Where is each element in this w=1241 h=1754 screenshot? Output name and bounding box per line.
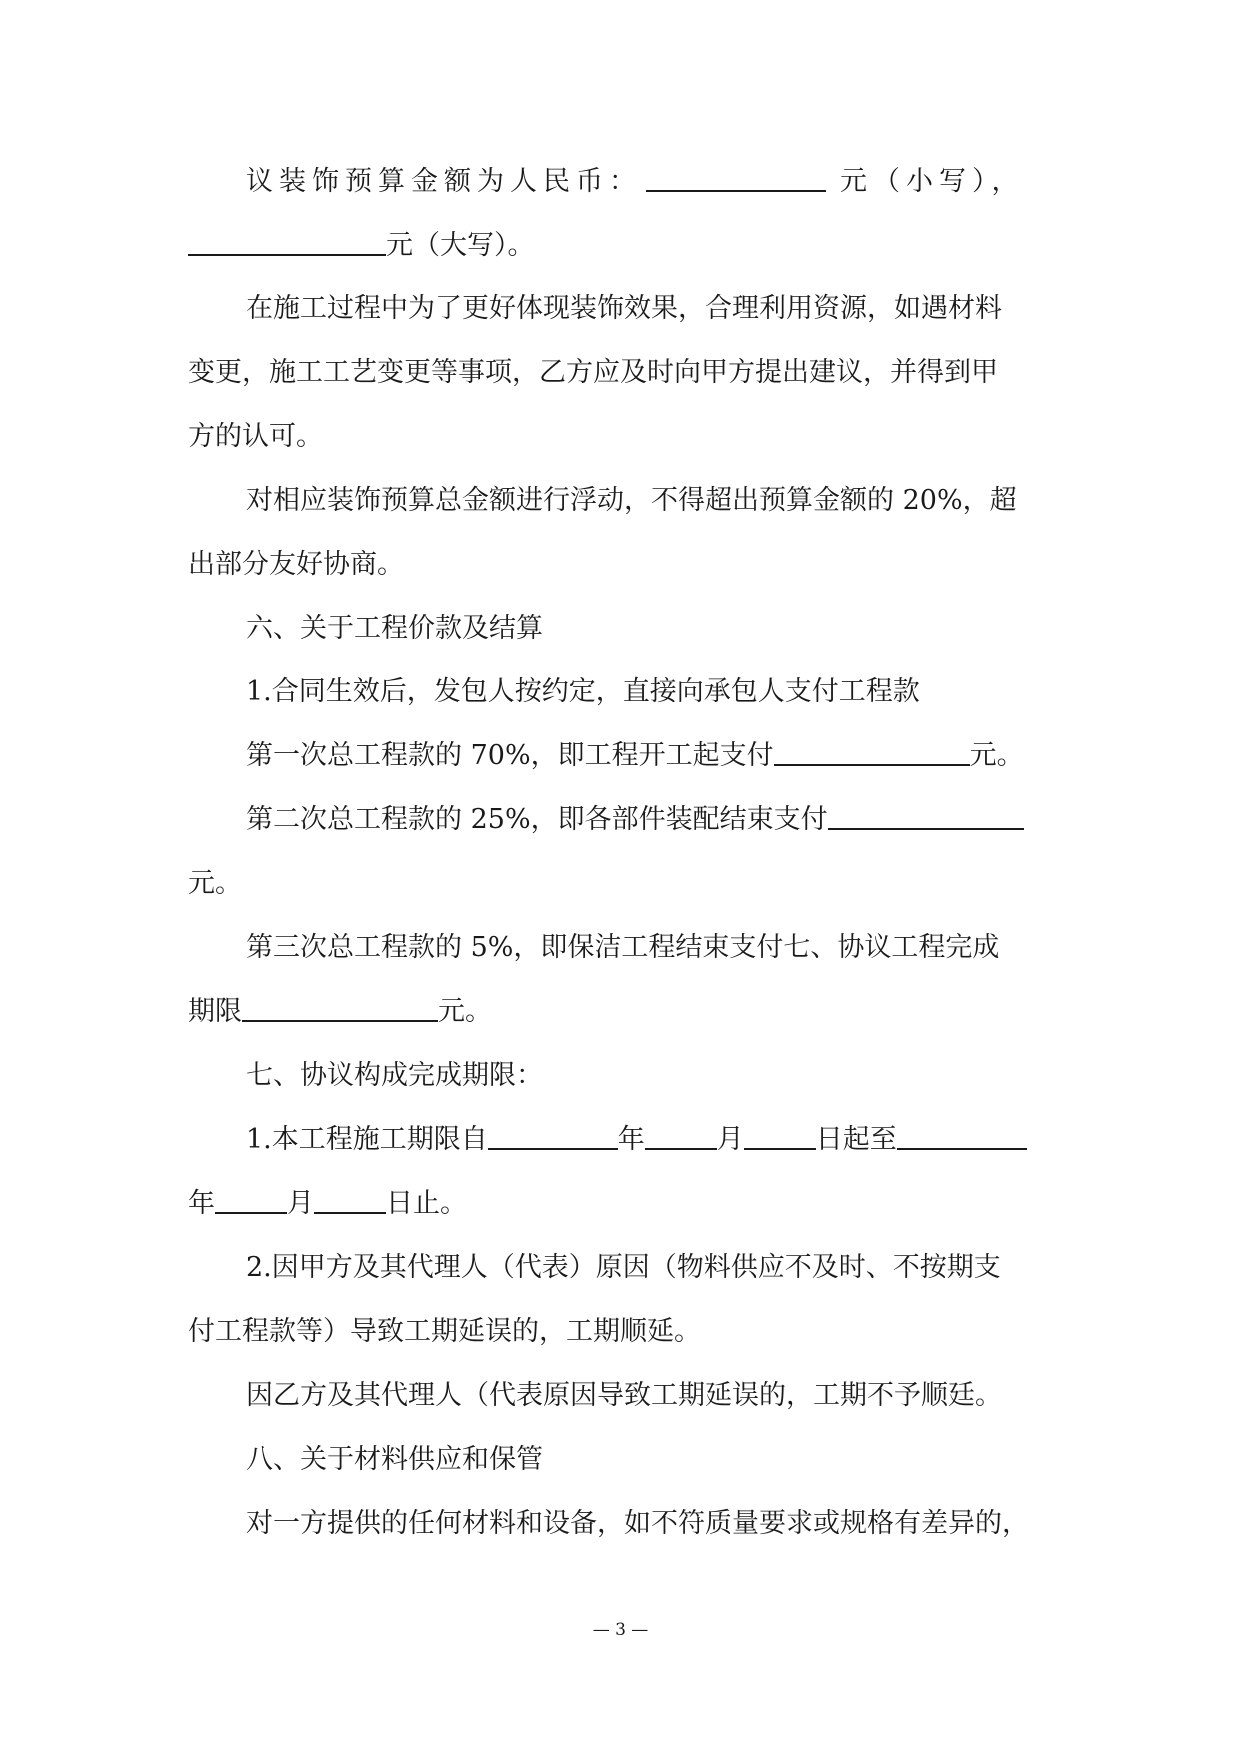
blank-field: [774, 738, 970, 766]
text: 日止。: [386, 1188, 467, 1219]
text: 1.本工程施工期限自: [246, 1124, 488, 1155]
text: 第一次总工程款的 70%，即工程开工起支付: [246, 740, 774, 771]
blank-field: [488, 1122, 618, 1150]
text-line: 付工程款等）导致工期延误的，工期顺延。: [188, 1316, 701, 1347]
blank-field: [188, 228, 386, 256]
section-heading: 六、关于工程价款及结算: [246, 613, 543, 644]
blank-field: [646, 164, 826, 192]
text-line: 因乙方及其代理人（代表原因导致工期延误的，工期不予顺廷。: [246, 1380, 1002, 1411]
section-heading: 八、关于材料供应和保管: [246, 1444, 543, 1475]
blank-field: [314, 1186, 386, 1214]
text: 月: [287, 1188, 314, 1219]
blank-field: [897, 1122, 1027, 1150]
blank-field: [645, 1122, 717, 1150]
text: 元（大写）。: [386, 230, 535, 261]
text-line: 元。: [188, 868, 242, 899]
text-line: [246, 802, 1024, 838]
text: 元。: [969, 740, 1024, 771]
text: 元（小写），: [840, 166, 1025, 197]
text-line: [188, 228, 535, 264]
text-line: [246, 1122, 1027, 1158]
text-line: [188, 1186, 467, 1222]
text-line: [246, 738, 1024, 774]
text: 年: [188, 1188, 215, 1219]
section-heading: 七、协议构成完成期限：: [246, 1060, 543, 1091]
page-number: — 3 —: [592, 1620, 649, 1640]
text-line: 对一方提供的任何材料和设备，如不符质量要求或规格有差异的，: [246, 1508, 1029, 1539]
text: 第二次总工程款的 25%，即各部件装配结束支付: [246, 804, 828, 835]
blank-field: [828, 802, 1024, 830]
blank-field: [744, 1122, 816, 1150]
text: 年: [617, 1124, 645, 1155]
text: 议装饰预算金额为人民币：: [246, 166, 642, 197]
text: 元。: [438, 996, 492, 1027]
text: 月: [716, 1124, 744, 1155]
text-line: 第三次总工程款的 5%，即保洁工程结束支付七、协议工程完成: [246, 932, 1000, 963]
text-line: 变更，施工工艺变更等事项，乙方应及时向甲方提出建议，并得到甲: [188, 357, 998, 388]
text-line: 出部分友好协商。: [188, 549, 404, 580]
text: 日起至: [815, 1124, 897, 1155]
text-line: 1.合同生效后，发包人按约定，直接向承包人支付工程款: [246, 676, 920, 707]
text-line: 对相应装饰预算总金额进行浮动，不得超出预算金额的 20%，超: [246, 485, 1017, 516]
text-line: 方的认可。: [188, 421, 323, 452]
blank-field: [215, 1186, 287, 1214]
text-line: [188, 994, 492, 1030]
text-line: [246, 164, 1025, 200]
text: 期限: [188, 996, 242, 1027]
blank-field: [242, 994, 438, 1022]
text-line: 2.因甲方及其代理人（代表）原因（物料供应不及时、不按期支: [246, 1252, 1001, 1283]
text-line: 在施工过程中为了更好体现装饰效果，合理利用资源，如遇材料: [246, 293, 1002, 324]
